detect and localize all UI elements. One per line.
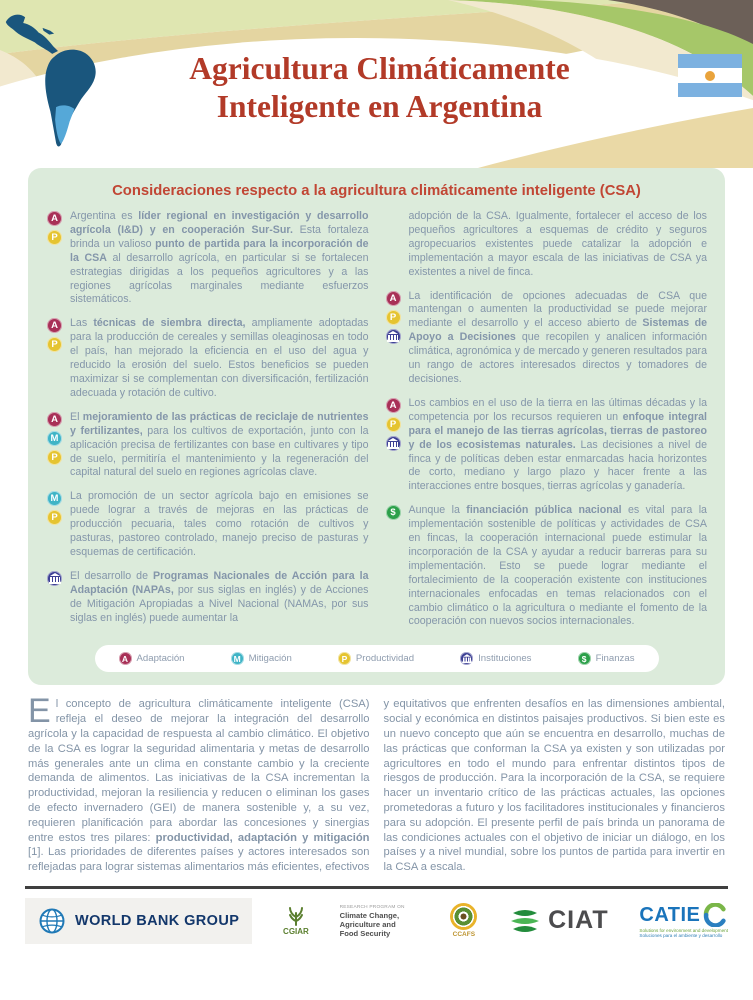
csa-item-text: Aunque la financiación pública nacional es vital para la implementación sostenible de políticas y actividades de CSA en fincas, la cooperación internacional puede estimular la incorporación de la CSA y ayudar a reducir barreras para su implementación. Esto se puede lograr mediante el fortalecimiento de la cooperación existente con instituciones internacionales enfocadas en temas relacionados con el cambio climático o la agricultura o mediante el fomento de la cooperación con nuevos socios internacionales. [408,504,707,628]
intro-section [28,692,725,875]
ccafs-label: CCAFS [452,931,476,939]
institutions-icon [386,329,401,344]
csa-item-icons [46,411,63,481]
ccafs-program-text: RESEARCH PROGRAM ON Climate Change, Agriculture and Food Security [340,904,420,938]
csa-item-icons [46,490,63,560]
productivity-icon: P [47,230,62,245]
catie-swoosh-icon [703,903,727,927]
intro-right-segments: y equitativos que enfrenten desafíos en las dimensiones ambiental, social y económica en distintos paisajes productivos. Si bien este es un nuevo concepto que aún se encuentra en desarrollo, muchas de las prácticas que conforman la CSA ya existen y son utilizadas por agricultores en todo el mundo para enfrentar distintos tipos de riesgos de producción. Para la incorporación de la CSA, se requiere hacer un inventario crítico de las prácticas actuales, las opciones prometedoras a futuro y los facilitadores institucionales y financieros para su adopción. El presente perfil de país brinda un panorama de las condiciones actuales con el objetivo de iniciar un diálogo, en los países y a nivel mundial, sobre los puntos de partida para invertir en la CSA a escala. [383,698,725,874]
csa-item-icons [385,210,402,280]
csa-item [46,490,369,560]
legend-label: Mitigación [248,653,292,665]
legend-label: Productividad [355,653,415,665]
worldbank-logo [25,898,252,944]
csa-item [46,317,369,400]
legend-item [460,652,531,665]
cgiar-label: CGIAR [283,926,309,936]
csa-item [46,411,369,481]
csa-item [46,210,369,307]
csa-item-text: Los cambios en el uso de la tierra en las últimas décadas y la competencia por los recursos requieren un enfoque integral para el manejo de las tierras agrícolas, tierras de pastoreo y de los ecosistemas naturales. Las decisiones a nivel de finca y de políticas deben estar enmarcadas hacia horizontes de corto, mediano y largo plazo y hacer frente a las interacciones entre bosques, tierras agrícolas y ganadería. [408,396,707,493]
ccafs-logo [450,903,477,938]
institutions-icon [386,436,401,451]
ciat-label: CIAT [548,906,609,935]
legend-label: Finanzas [595,653,635,665]
catie-logo [639,903,728,938]
productivity-icon: P [386,417,401,432]
argentina-flag-icon [678,54,742,97]
finance-icon: $ [578,652,591,665]
csa-item-text: adopción de la CSA. Igualmente, fortalecer el acceso de los pequeños agricultores a esquemas de crédito y seguros agropecuarios existentes puede catalizar la adopción e implementación a mayor escala de las iniciativas de CSA ya existentes a nivel de finca. [408,210,707,278]
adaptation-icon: A [47,318,62,333]
catie-subtitle-es: Soluciones para el ambiente y desarrollo [639,933,723,939]
page-title-line2: Inteligente en Argentina [216,89,543,124]
csa-item [385,210,708,280]
csa-item-icons [385,290,402,387]
csa-item-icons [46,570,63,626]
mitigation-icon: M [47,431,62,446]
adaptation-icon: A [47,412,62,427]
legend-item [338,652,414,665]
intro-left-segments: l concepto de agricultura climáticamente inteligente (CSA) refleja el deseo de mejorar la integración del desarrollo agrícola y la capacidad de respuesta al cambio climático. El objetivo de la CSA es lograr la seguridad alimentaria y metas de desarrollo más generales ante un clima en constante cambio y la creciente demanda de alimentos. Las iniciativas de la CSA incrementan la productividad, mejoran la resiliencia y reducen o eliminan los gases de efecto invernadero (GEI) de manera sostenible y, a su vez, requieren planificación para abordar las concesiones y sinergias entre estos tres pilares: productividad, adaptación y mitigación [1]. Las prioridades de diferentes países y actores interesados son reflejadas para lograr sistemas alimentarios más eficientes, efectivos [28,698,370,874]
ciat-leaf-icon [508,906,542,936]
csa-item-icons [385,504,402,629]
considerations-right-column [385,210,708,639]
productivity-icon: P [47,450,62,465]
page-title-line1: Agricultura Climáticamente [189,51,570,86]
productivity-icon: P [386,310,401,325]
latin-america-map-icon [0,8,116,154]
csa-item [385,397,708,494]
considerations-box [28,168,725,685]
csa-item-icons [385,397,402,494]
catie-subtitle-en: Solutions for environment and development [639,928,728,934]
productivity-icon: P [47,510,62,525]
worldbank-globe-icon [38,907,66,935]
footer [25,886,728,944]
mitigation-icon: M [231,652,244,665]
adaptation-icon: A [386,291,401,306]
csa-item-icons [46,317,63,400]
adaptation-icon: A [119,652,132,665]
ciat-logo [508,906,608,936]
csa-item-text: El desarrollo de Programas Nacionales de Acción para la Adaptación (NAPAs, por sus siglas en inglés) y de Acciones de Mitigación Apropiadas a Nivel Nacional (NAMAs, por sus siglas en inglés) puede aumentar la [70,569,369,624]
legend-item [578,652,635,665]
legend-item [231,652,292,665]
cgiar-logo [283,906,309,936]
csa-item-text: La promoción de un sector agrícola bajo en emisiones se puede lograr a través de mejoras en las prácticas de producción pecuaria, tales como rotación de cultivos y pasturas, pastoreo controlado, manejo preciso de pasturas y esquemas de certificación. [70,490,369,558]
dropcap: E [28,692,51,731]
legend-label: Adaptación [136,653,185,665]
csa-item-text: Argentina es líder regional en investigación y desarrollo agrícola (I&D) y en cooperación Sur-Sur. Esta fortaleza brinda un valioso punto de partida para la incorporación de la CSA al desarrollo agrícola, en particular si se fortalecen estrategias dirigidas a los pequeños agricultores y a las regiones agrícolas marginales mediante esfuerzos sistemáticos. [70,210,369,306]
header [0,0,753,168]
csa-item [46,570,369,626]
intro-right-text [384,697,726,875]
ccafs-ring-icon [450,903,477,930]
ccafs-program-line: RESEARCH PROGRAM ON [339,904,405,910]
page-title [118,50,641,126]
csa-item [385,290,708,387]
csa-item-text: Las técnicas de siembra directa, ampliamente adoptadas para la producción de cereales y semillas oleaginosas en todo el país, han mejorado la eficiencia en el uso del agua y reducido la erosión del suelo. Estos beneficios se pueden maximizar si se complementan con diversificación, fertilización adecuada y rotación de cultivo. [70,317,369,399]
csa-item-icons [46,210,63,307]
mitigation-icon: M [47,491,62,506]
adaptation-icon: A [47,211,62,226]
finance-icon: $ [386,505,401,520]
productivity-icon: P [47,337,62,352]
institutions-icon [47,571,62,586]
cgiar-plant-icon [284,906,308,926]
csa-item-text: La identificación de opciones adecuadas de CSA que mantengan o aumenten la productividad se puede mejorar mediante el desarrollo y el acceso abierto de Sistemas de Apoyo a Decisiones que recopilen y analicen información climática, agronómica y de mercado y generen resultados para un rango de actores interesados directos y tomadores de decisiones. [408,289,707,385]
legend-label: Instituciones [478,653,532,665]
legend [95,645,659,672]
csa-item-text: El mejoramiento de las prácticas de reciclaje de nutrientes y fertilizantes, para los cultivos de exportación, junto con la aplicación precisa de fertilizantes con base en cultivares y tipo de suelo, permitiría el mantenimiento y la regeneración del capital natural del suelo en regiones agrícolas clave. [70,410,369,479]
worldbank-label: WORLD BANK GROUP [75,912,240,929]
productivity-icon: P [338,652,351,665]
considerations-left-column [46,210,369,639]
institutions-icon [460,652,473,665]
considerations-title: Consideraciones respecto a la agricultura climáticamente inteligente (CSA) [112,183,641,199]
legend-item [119,652,185,665]
intro-left-text [28,692,370,875]
catie-label: CATIE [639,903,701,926]
csa-item [385,504,708,629]
adaptation-icon: A [386,398,401,413]
